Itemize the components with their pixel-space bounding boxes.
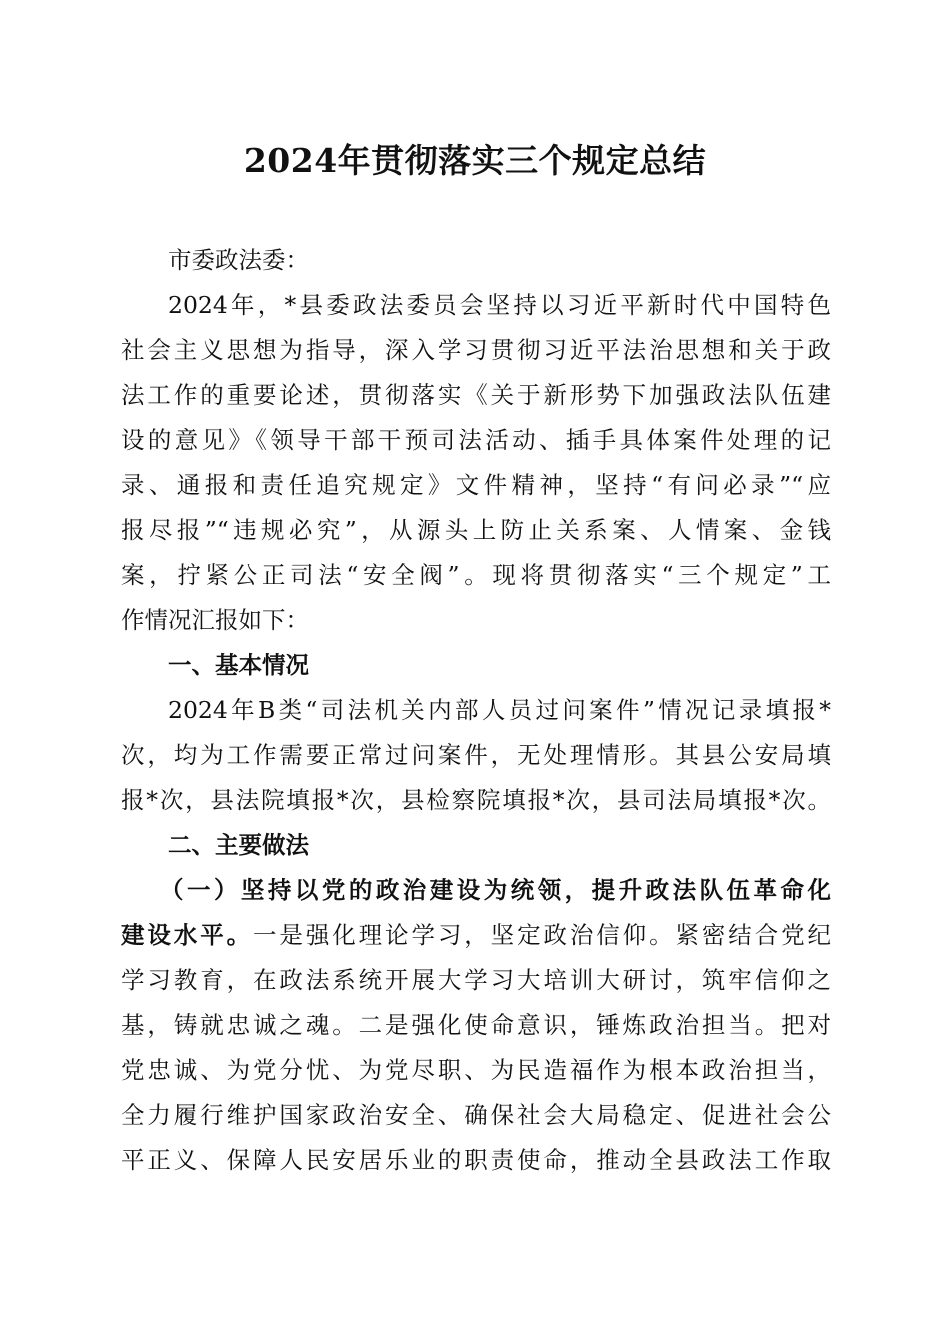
section2-line: 学习教育，在政法系统开展大学习大培训大研讨，筑牢信仰之 [121,966,831,994]
section1-line: 报*次，县法院填报*次，县检察院填报*次，县司法局填报*次。 [121,786,831,814]
intro-line: 案，拧紧公正司法“安全阀”。现将贯彻落实“三个规定”工 [121,561,831,589]
section1-line: 次，均为工作需要正常过问案件，无处理情形。其县公安局填 [121,741,831,769]
intro-line: 2024年，*县委政法委员会坚持以习近平新时代中国特色 [168,291,831,319]
intro-line: 设的意见》《领导干部干预司法活动、插手具体案件处理的记 [121,426,831,454]
section2-line: 平正义、保障人民安居乐业的职责使命，推动全县政法工作取 [121,1146,831,1174]
section2-line: 党忠诚、为党分忧、为党尽职、为民造福作为根本政治担当， [121,1056,831,1084]
section-heading-practices: 二、主要做法 [168,831,309,859]
section2-line-rest: 一是强化理论学习，坚定政治信仰。紧密结合党纪 [253,921,831,949]
section1-line: 2024年B类“司法机关内部人员过问案件”情况记录填报* [168,696,831,724]
salutation: 市委政法委： [168,246,309,274]
section2-line: 全力履行维护国家政治安全、确保社会大局稳定、促进社会公 [121,1101,831,1129]
intro-line: 录、通报和责任追究规定》文件精神，坚持“有问必录”“应 [121,471,831,499]
subsection-heading-line: （一）坚持以党的政治建设为统领，提升政法队伍革命化 [160,876,831,904]
section-heading-basic: 一、基本情况 [168,651,309,679]
intro-line: 报尽报”“违规必究”，从源头上防止关系案、人情案、金钱 [121,516,831,544]
subsection-heading-tail: 建设水平。 [121,921,254,949]
intro-line: 社会主义思想为指导，深入学习贯彻习近平法治思想和关于政 [121,336,831,364]
intro-line: 作情况汇报如下： [121,606,309,634]
section2-line-mixed [121,913,831,958]
intro-line: 法工作的重要论述，贯彻落实《关于新形势下加强政法队伍建 [121,381,831,409]
section2-line: 基，铸就忠诚之魂。二是强化使命意识，锤炼政治担当。把对 [121,1011,831,1039]
document-title: 2024年贯彻落实三个规定总结 [243,141,707,180]
